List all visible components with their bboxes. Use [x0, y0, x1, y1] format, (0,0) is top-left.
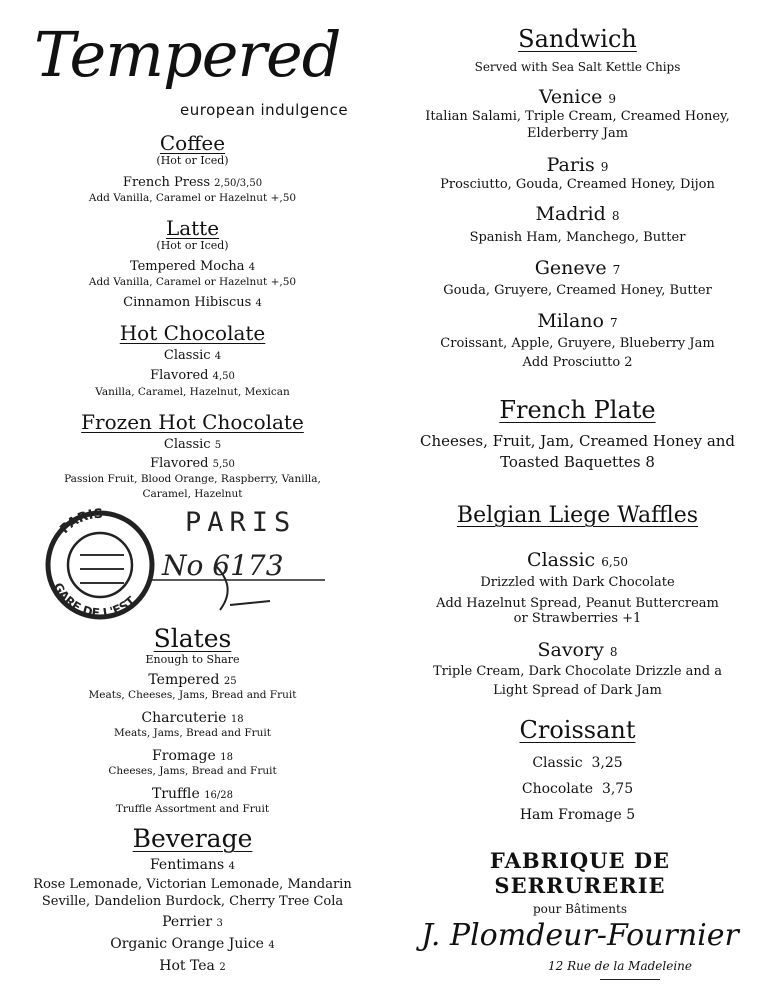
waffle-savory-desc-1: Triple Cream, Dark Chocolate Drizzle and a — [433, 664, 722, 679]
stamp-number: No 6173 — [162, 549, 284, 582]
menu-item-hc-classic: Classic 4 — [163, 348, 222, 363]
french-plate-title: French Plate — [499, 396, 656, 424]
slate-charcuterie-desc: Meats, Jams, Bread and Fruit — [114, 727, 271, 739]
sandwich-title: Sandwich — [518, 25, 637, 53]
sign-line-3: J. Plomdeur-Fournier — [421, 918, 739, 953]
hot-chocolate-title: Hot Chocolate — [119, 321, 266, 345]
menu-item-hot-tea: Hot Tea 2 — [159, 958, 226, 974]
menu-item-croissant-ham-fromage: Ham Fromage 5 — [519, 807, 636, 823]
croissant-title: Croissant — [519, 716, 636, 744]
waffle-savory-desc-2: Light Spread of Dark Jam — [493, 683, 662, 698]
menu-item-venice: Venice 9 — [538, 86, 617, 108]
menu-item-geneve: Geneve 7 — [534, 257, 621, 279]
madrid-desc: Spanish Ham, Manchego, Butter — [469, 230, 686, 245]
logo-wordmark: Tempered — [34, 18, 341, 91]
slate-truffle-desc: Truffle Assortment and Fruit — [115, 803, 270, 815]
stamp-ring-bottom: GARE DE L'EST — [50, 580, 138, 620]
coffee-note: (Hot or Iced) — [156, 154, 229, 167]
latte-title: Latte — [165, 216, 220, 240]
menu-item-slate-charcuterie: Charcuterie 18 — [141, 710, 244, 726]
menu-item-slate-truffle: Truffle 16/28 — [151, 786, 234, 802]
menu-item-fentimans: Fentimans 4 — [149, 857, 235, 873]
sign-line-2: pour Bâtiments — [532, 902, 627, 916]
slates-title: Slates — [153, 624, 232, 653]
menu-item-frozen-flavored: Flavored 5,50 — [150, 456, 235, 471]
menu-item-french-press: French Press 2,50/3,50 — [122, 175, 263, 190]
menu-item-cinnamon-hibiscus: Cinnamon Hibiscus 4 — [123, 295, 262, 310]
slate-fromage-desc: Cheeses, Jams, Bread and Fruit — [108, 765, 277, 777]
hc-flavors: Vanilla, Caramel, Hazelnut, Mexican — [95, 386, 290, 398]
menu-item-waffle-classic: Classic 6,50 — [527, 549, 628, 571]
vintage-sign — [415, 848, 745, 978]
frozen-flavors-2: Caramel, Hazelnut — [142, 488, 243, 500]
menu-item-waffle-savory: Savory 8 — [537, 639, 618, 661]
venice-desc-1: Italian Salami, Triple Cream, Creamed Honey, — [425, 109, 730, 124]
menu-item-slate-fromage: Fromage 18 — [152, 748, 233, 764]
milano-desc: Croissant, Apple, Gruyere, Blueberry Jam — [440, 336, 715, 351]
stamp-city: PARIS — [185, 507, 297, 538]
french-plate-desc-1: Cheeses, Fruit, Jam, Creamed Honey and — [419, 432, 736, 450]
menu-item-paris: Paris 9 — [546, 154, 609, 176]
paris-desc: Prosciutto, Gouda, Creamed Honey, Dijon — [440, 177, 715, 192]
menu-item-milano: Milano 7 — [537, 310, 618, 332]
sandwich-note: Served with Sea Salt Kettle Chips — [474, 60, 681, 74]
menu-item-hc-flavored: Flavored 4,50 — [150, 368, 235, 383]
french-plate-desc-2: Toasted Baquettes 8 — [500, 453, 655, 471]
menu-item-tempered-mocha: Tempered Mocha 4 — [129, 259, 256, 274]
fentimans-desc-1: Rose Lemonade, Victorian Lemonade, Mandarin — [33, 877, 352, 892]
waffle-classic-addon-2: or Strawberries +1 — [513, 611, 642, 626]
milano-addon: Add Prosciutto 2 — [522, 355, 633, 370]
fentimans-desc-2: Seville, Dandelion Burdock, Cherry Tree Cola — [41, 894, 344, 909]
menu-item-croissant-chocolate: Chocolate 3,75 — [521, 781, 634, 797]
latte-note: (Hot or Iced) — [156, 239, 229, 252]
coffee-title: Coffee — [159, 131, 226, 155]
geneve-desc: Gouda, Gruyere, Creamed Honey, Butter — [443, 283, 712, 298]
menu-item-slate-tempered: Tempered 25 — [148, 672, 237, 688]
menu-item-perrier: Perrier 3 — [162, 914, 223, 930]
sign-line-4: 12 Rue de la Madeleine — [548, 959, 692, 973]
venice-desc-2: Elderberry Jam — [526, 126, 629, 141]
coffee-addon: Add Vanilla, Caramel or Hazelnut +,50 — [88, 192, 297, 204]
beverage-title: Beverage — [132, 824, 253, 853]
latte-addon: Add Vanilla, Caramel or Hazelnut +,50 — [88, 276, 297, 288]
waffle-classic-desc: Drizzled with Dark Chocolate — [480, 575, 675, 590]
paris-stamp — [40, 505, 340, 620]
sign-divider — [600, 979, 660, 980]
frozen-flavors-1: Passion Fruit, Blood Orange, Raspberry, Vanilla, — [64, 473, 321, 485]
logo-tagline: european indulgence — [180, 101, 349, 119]
frozen-title: Frozen Hot Chocolate — [81, 410, 304, 434]
waffles-title: Belgian Liege Waffles — [456, 503, 699, 528]
sign-line-1: FABRIQUE DE SERRURERIE — [489, 848, 671, 898]
slate-tempered-desc: Meats, Cheeses, Jams, Bread and Fruit — [88, 689, 297, 701]
menu-item-croissant-classic: Classic 3,25 — [532, 755, 623, 771]
slates-note: Enough to Share — [145, 653, 240, 666]
waffle-classic-addon-1: Add Hazelnut Spread, Peanut Buttercream — [436, 596, 719, 611]
stamp-ring-top: PARIS — [57, 506, 104, 538]
menu-item-orange-juice: Organic Orange Juice 4 — [110, 936, 275, 952]
menu-item-madrid: Madrid 8 — [535, 203, 620, 225]
menu-item-frozen-classic: Classic 5 — [163, 437, 222, 452]
